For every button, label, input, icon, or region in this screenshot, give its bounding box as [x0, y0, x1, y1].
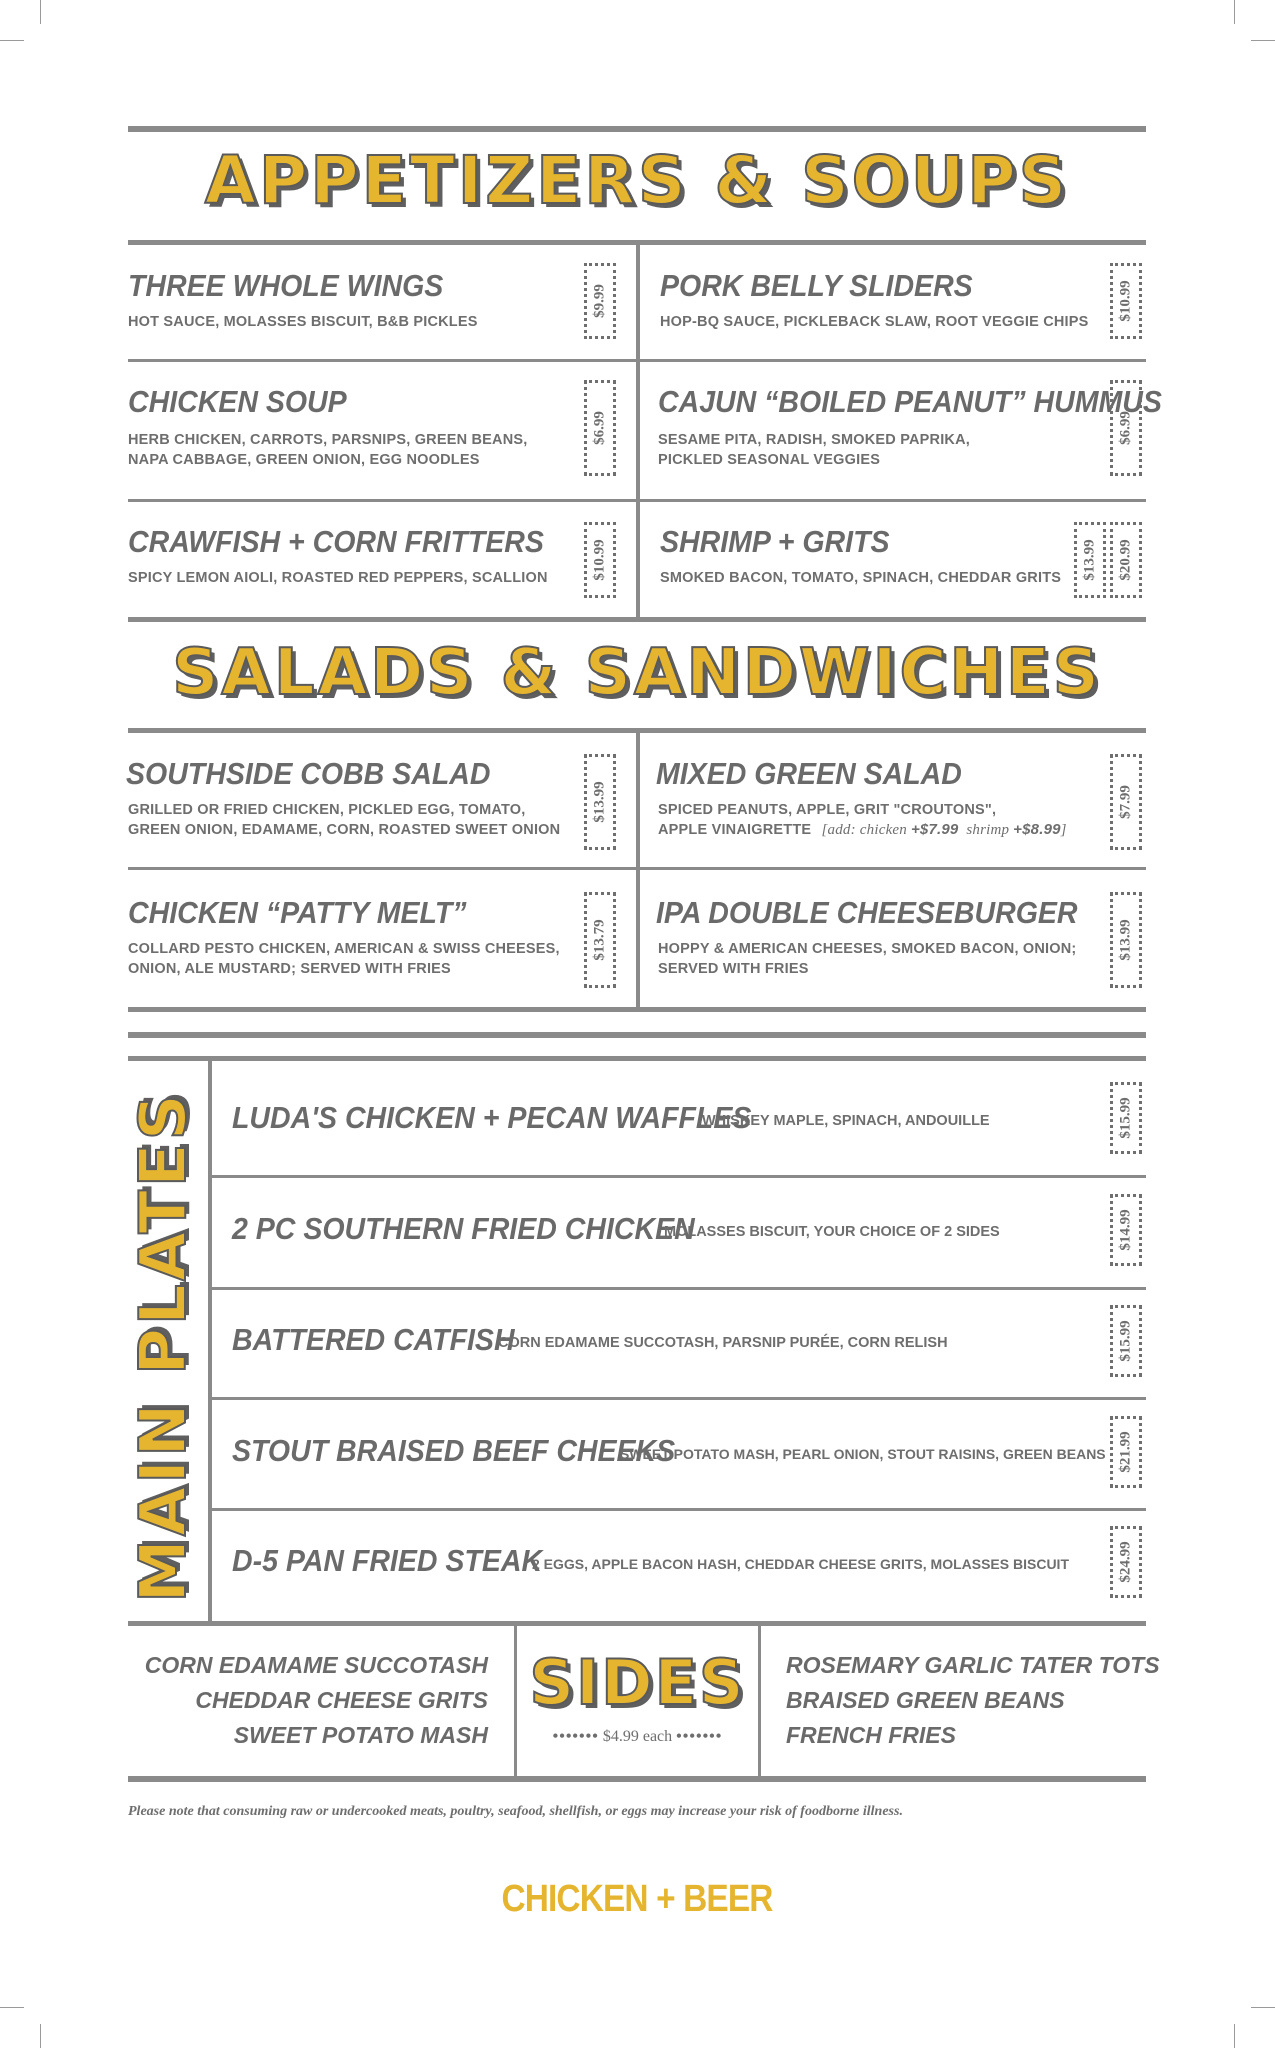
bracket: ]: [1060, 822, 1067, 838]
price: $14.99: [1117, 1209, 1134, 1251]
add-chicken: chicken: [859, 822, 907, 838]
price: $21.99: [1117, 1431, 1134, 1473]
row-rule: [212, 1287, 1146, 1290]
price: $13.99: [1117, 919, 1134, 961]
price: $20.99: [1117, 539, 1134, 581]
sides-title: SIDES: [529, 1646, 746, 1719]
price-tag: [584, 892, 616, 988]
side-item: SWEET POTATO MASH: [233, 1722, 488, 1748]
item-description: SWEET POTATO MASH, PEARL ONION, STOUT RAISINS, GREEN BEANS: [620, 1446, 1106, 1462]
add-chicken-price: +$7.99: [910, 821, 959, 838]
item-description: PICKLED SEASONAL VEGGIES: [658, 452, 881, 468]
item-name: SHRIMP + GRITS: [660, 524, 890, 559]
item-description: HOT SAUCE, MOLASSES BISCUIT, B&B PICKLES: [128, 314, 478, 330]
crop-mark: [1251, 2007, 1275, 2008]
section-rule: [128, 1776, 1146, 1782]
item-description-text: APPLE VINAIGRETTE: [658, 822, 812, 838]
price-tag: [1074, 522, 1106, 598]
item-name: D-5 PAN FRIED STEAK: [232, 1543, 543, 1578]
price-tag: [1110, 1526, 1142, 1598]
item-name: CHICKEN SOUP: [128, 384, 347, 419]
price-tag: [584, 754, 616, 850]
column-divider: [636, 245, 640, 617]
price: $7.99: [1117, 785, 1134, 819]
section-rule: [128, 1621, 1146, 1626]
section-rule: [128, 1032, 1146, 1038]
item-name: MIXED GREEN SALAD: [656, 756, 962, 791]
side-item: CORN EDAMAME SUCCOTASH: [144, 1652, 488, 1678]
item-description: CORN EDAMAME SUCCOTASH, PARSNIP PURÉE, CORN RELISH: [498, 1335, 948, 1351]
item-name: SOUTHSIDE COBB SALAD: [126, 756, 491, 791]
row-rule: [212, 1397, 1146, 1400]
item-name: 2 PC SOUTHERN FRIED CHICKEN: [232, 1211, 695, 1246]
item-description: HOPPY & AMERICAN CHEESES, SMOKED BACON, ONION;: [658, 941, 1077, 957]
price-tag: [584, 522, 616, 598]
price: $10.99: [591, 539, 608, 581]
item-name: STOUT BRAISED BEEF CHEEKS: [232, 1433, 676, 1468]
crop-mark: [40, 2024, 41, 2048]
sides-price: $4.99 each: [602, 1728, 673, 1745]
add-shrimp: shrimp: [966, 822, 1010, 838]
salads-title: SALADS & SANDWICHES: [172, 636, 1102, 710]
item-name: BATTERED CATFISH: [232, 1322, 515, 1357]
price: $9.99: [591, 284, 608, 318]
main-divider: [208, 1061, 212, 1621]
item-description: SESAME PITA, RADISH, SMOKED PAPRIKA,: [658, 432, 970, 448]
item-description: WHISKEY MAPLE, SPINACH, ANDOUILLE: [702, 1113, 990, 1129]
item-name: CAJUN “BOILED PEANUT” HUMMUS: [658, 384, 1162, 419]
bracket: [: [821, 822, 828, 838]
item-name: IPA DOUBLE CHEESEBURGER: [656, 895, 1078, 930]
price: $13.99: [1081, 539, 1098, 581]
price-tag: [1110, 892, 1142, 988]
price-tag: [1110, 754, 1142, 850]
item-description: GRILLED OR FRIED CHICKEN, PICKLED EGG, TOMATO,: [128, 802, 526, 818]
item-name: LUDA'S CHICKEN + PECAN WAFFLES: [232, 1100, 752, 1135]
price-tag: [1110, 380, 1142, 476]
disclaimer: Please note that consuming raw or undercooked meats, poultry, seafood, shellfish, or eggs may increase your risk of foodborne illness.: [128, 1804, 903, 1819]
price: $6.99: [591, 411, 608, 445]
item-description: SMOKED BACON, TOMATO, SPINACH, CHEDDAR GRITS: [660, 570, 1062, 586]
top-rule: [128, 126, 1146, 132]
item-description: 2 EGGS, APPLE BACON HASH, CHEDDAR CHEESE GRITS, MOLASSES BISCUIT: [532, 1556, 1069, 1572]
price: $13.79: [591, 919, 608, 961]
price: $10.99: [1117, 280, 1134, 322]
row-rule: [128, 867, 1146, 870]
brand-logo: CHICKEN + BEER: [501, 1878, 773, 1920]
side-item: CHEDDAR CHEESE GRITS: [195, 1687, 488, 1713]
add-shrimp-price: +$8.99: [1013, 821, 1061, 838]
add-on-note: [821, 822, 1066, 838]
item-description: GREEN ONION, EDAMAME, CORN, ROASTED SWEET ONION: [128, 822, 561, 838]
sides-divider: [758, 1626, 761, 1776]
item-description: NAPA CABBAGE, GREEN ONION, EGG NOODLES: [128, 452, 480, 468]
appetizers-title: APPETIZERS & SOUPS: [204, 142, 1070, 219]
crop-mark: [1234, 2024, 1235, 2048]
crop-mark: [0, 40, 24, 41]
price: $24.99: [1117, 1541, 1134, 1583]
price-tag: [1110, 522, 1142, 598]
crop-mark: [0, 2007, 24, 2008]
section-rule: [128, 1056, 1146, 1061]
row-rule: [212, 1175, 1146, 1178]
dotted-leader: •••••••: [676, 1728, 723, 1745]
price-tag: [1110, 263, 1142, 339]
item-description: SERVED WITH FRIES: [658, 961, 809, 977]
crop-mark: [40, 0, 41, 24]
price: $15.99: [1117, 1097, 1134, 1139]
item-description: HERB CHICKEN, CARROTS, PARSNIPS, GREEN BEANS,: [128, 432, 528, 448]
crop-mark: [1234, 0, 1235, 24]
row-rule: [128, 499, 1146, 502]
crop-mark: [1251, 40, 1275, 41]
item-description: COLLARD PESTO CHICKEN, AMERICAN & SWISS CHEESES,: [128, 941, 560, 957]
item-name: THREE WHOLE WINGS: [128, 268, 444, 303]
item-name: PORK BELLY SLIDERS: [660, 268, 973, 303]
side-item: FRENCH FRIES: [786, 1722, 956, 1748]
section-rule: [128, 1007, 1146, 1012]
item-description: MOLASSES BISCUIT, YOUR CHOICE OF 2 SIDES: [664, 1224, 1000, 1240]
price-tag: [1110, 1194, 1142, 1266]
item-name: CHICKEN “PATTY MELT”: [128, 895, 467, 930]
sides-price-note: [517, 1728, 758, 1746]
price: $6.99: [1117, 411, 1134, 445]
row-rule: [212, 1508, 1146, 1511]
main-plates-title: MAIN PLATES: [127, 1091, 201, 1603]
item-description: ONION, ALE MUSTARD; SERVED WITH FRIES: [128, 961, 451, 977]
price-tag: [1110, 1082, 1142, 1154]
item-description: SPICED PEANUTS, APPLE, GRIT "CROUTONS",: [658, 802, 997, 818]
item-description: [658, 820, 1067, 840]
item-name: CRAWFISH + CORN FRITTERS: [128, 524, 544, 559]
item-description: HOP-BQ SAUCE, PICKLEBACK SLAW, ROOT VEGGIE CHIPS: [660, 314, 1089, 330]
section-rule: [128, 617, 1146, 622]
price-tag: [584, 380, 616, 476]
price-tag: [1110, 1416, 1142, 1488]
price-tag: [584, 263, 616, 339]
price: $13.99: [591, 781, 608, 823]
add-label: add:: [827, 822, 856, 838]
dotted-leader: •••••••: [552, 1728, 599, 1745]
price-tag: [1110, 1305, 1142, 1377]
row-rule: [128, 359, 1146, 362]
side-item: BRAISED GREEN BEANS: [786, 1687, 1065, 1713]
column-divider: [636, 733, 640, 1007]
item-description: SPICY LEMON AIOLI, ROASTED RED PEPPERS, SCALLION: [128, 570, 548, 586]
side-item: ROSEMARY GARLIC TATER TOTS: [786, 1652, 1160, 1678]
price: $15.99: [1117, 1320, 1134, 1362]
